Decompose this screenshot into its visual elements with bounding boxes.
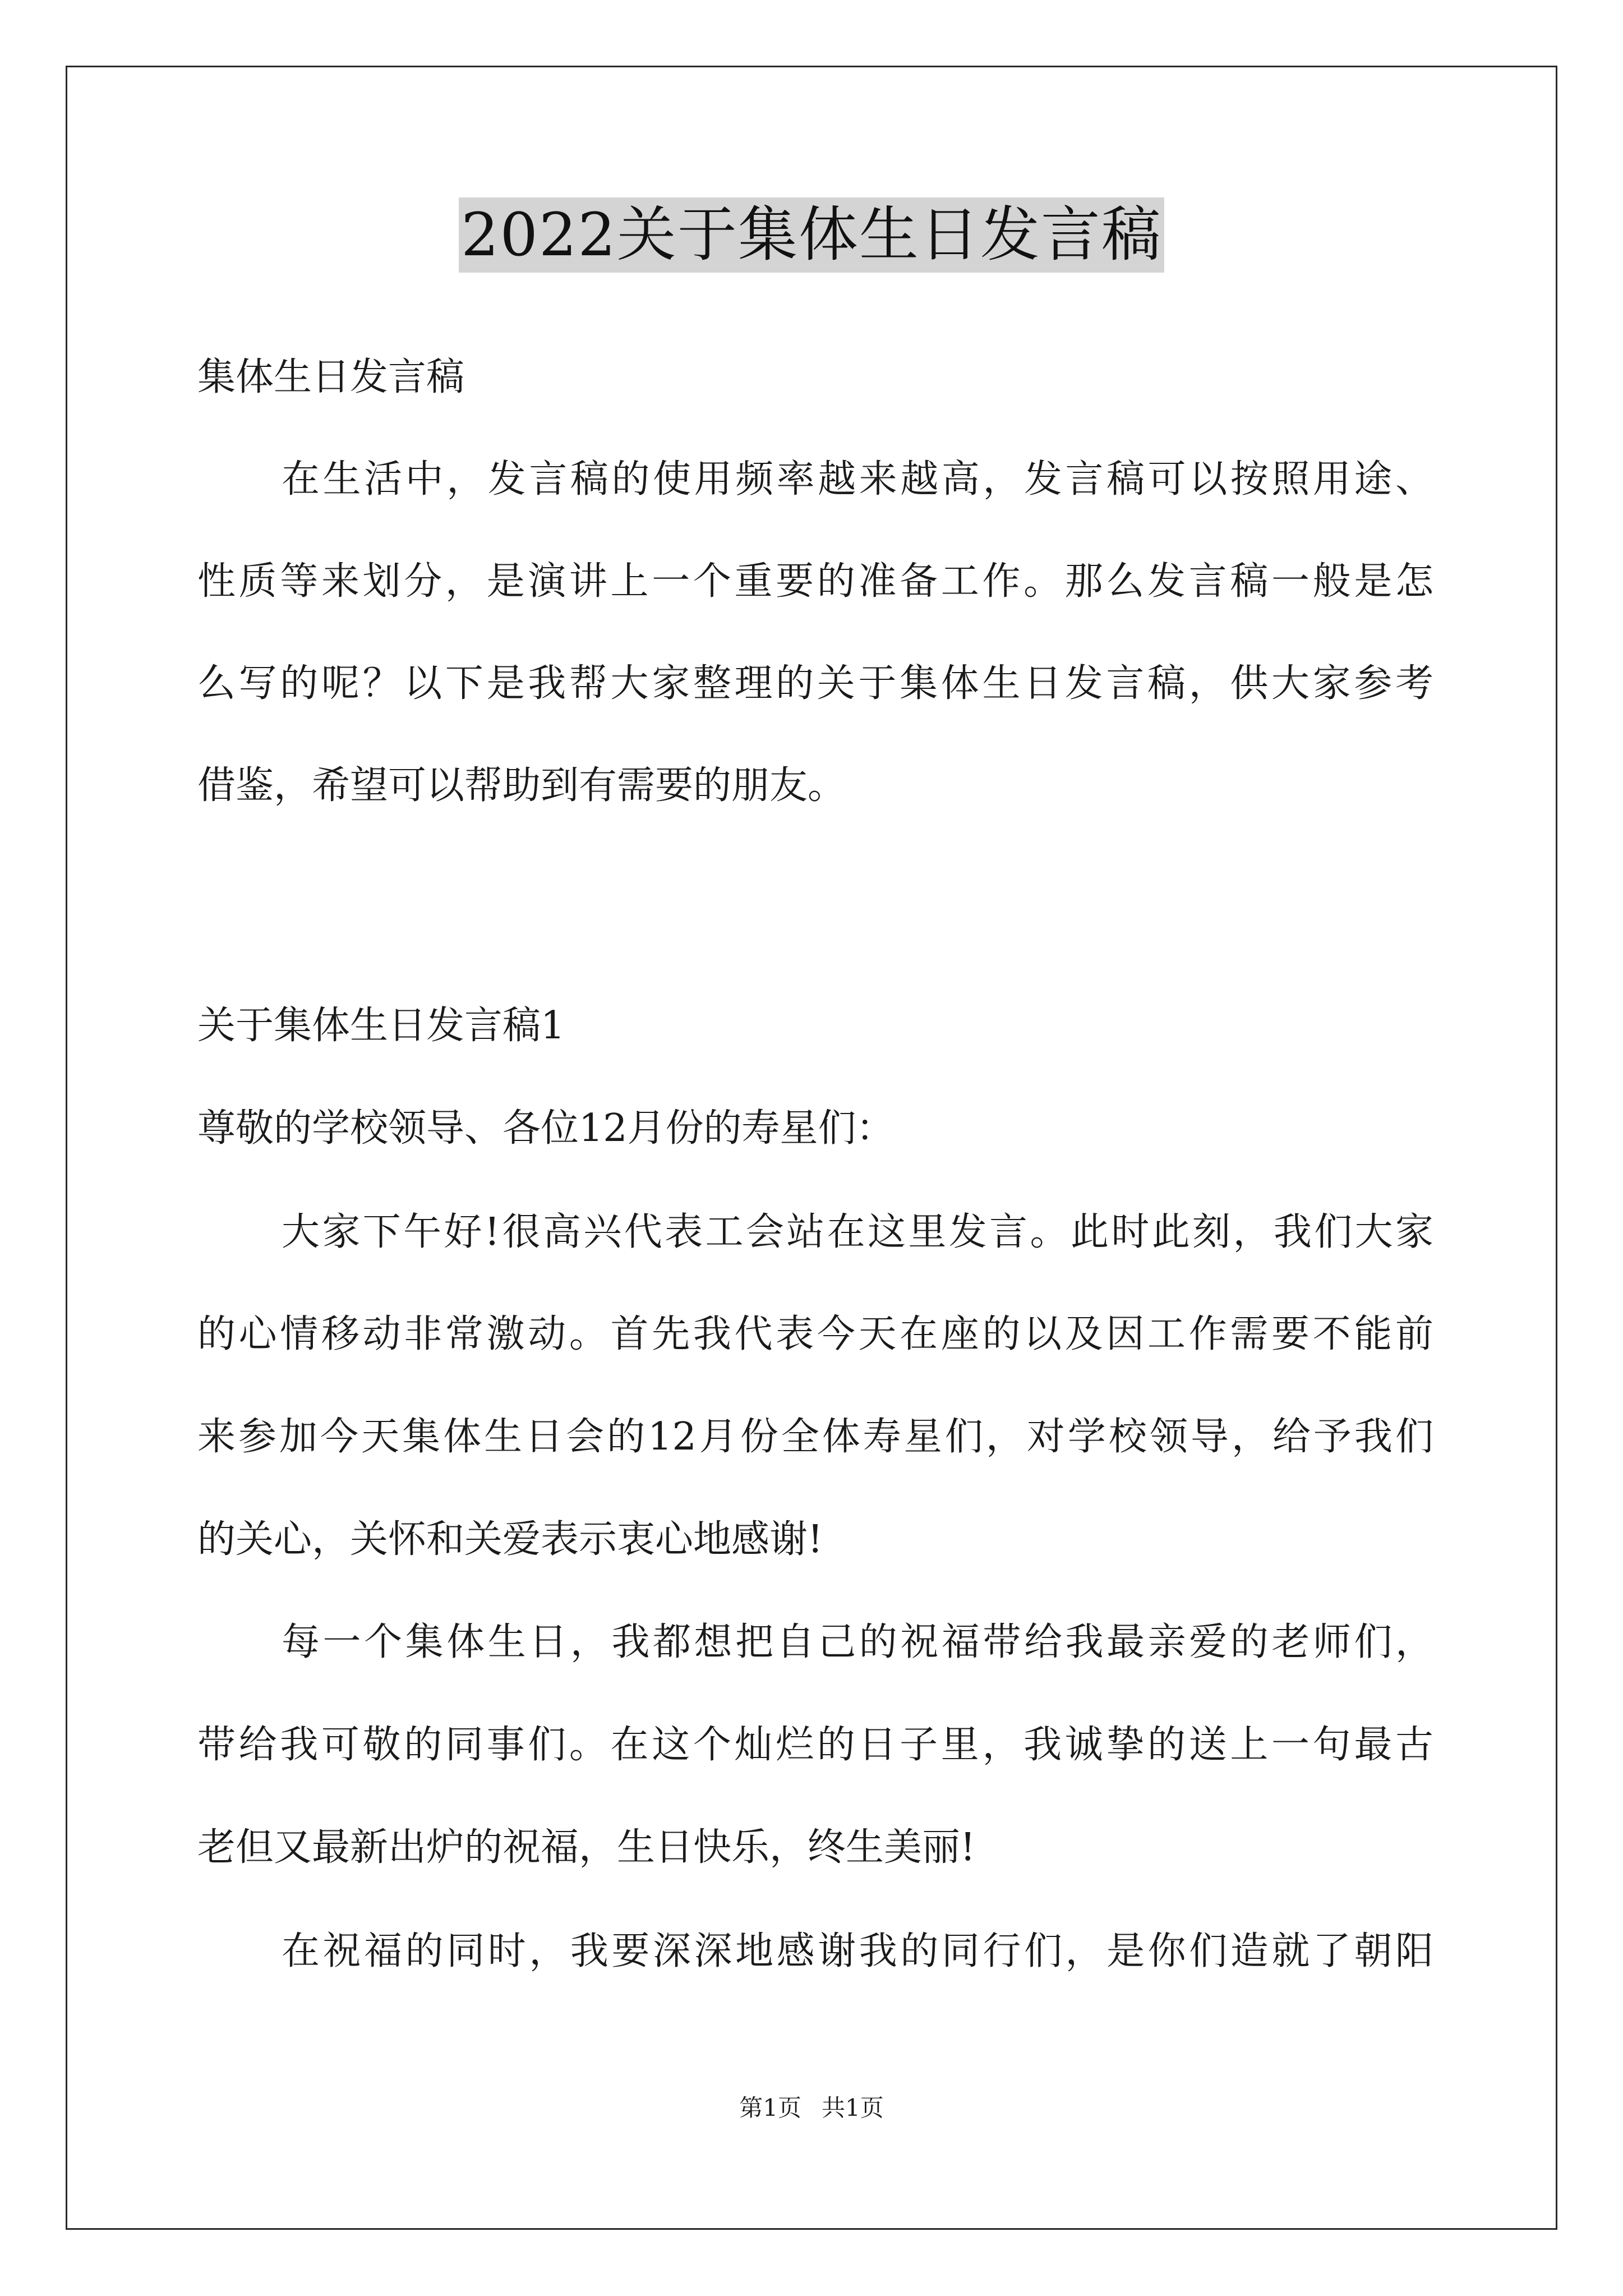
subtitle: 集体生日发言稿 xyxy=(197,355,465,399)
paragraph-line: 大家下午好!很高兴代表工会站在这里发言。此时此刻，我们大家 xyxy=(282,1210,1433,1254)
page-total: 共1页 xyxy=(822,2094,884,2122)
title-container xyxy=(0,197,1623,273)
section-heading: 关于集体生日发言稿1 xyxy=(197,1004,565,1048)
paragraph-line: 来参加今天集体生日会的12月份全体寿星们，对学校领导，给予我们 xyxy=(197,1415,1433,1459)
intro-line: 么写的呢？以下是我帮大家整理的关于集体生日发言稿，供大家参考 xyxy=(197,661,1433,706)
paragraph-line: 每一个集体生日，我都想把自己的祝福带给我最亲爱的老师们， xyxy=(282,1620,1433,1664)
paragraph-line: 在祝福的同时，我要深深地感谢我的同行们，是你们造就了朝阳 xyxy=(282,1929,1433,1973)
salutation: 尊敬的学校领导、各位12月份的寿星们： xyxy=(197,1106,895,1151)
paragraph-line: 的心情移动非常激动。首先我代表今天在座的以及因工作需要不能前 xyxy=(197,1312,1433,1356)
page-number: 第1页 xyxy=(739,2094,801,2122)
paragraph-line: 老但又最新出炉的祝福，生日快乐，终生美丽! xyxy=(197,1825,976,1870)
page-footer xyxy=(0,2091,1623,2125)
intro-line: 在生活中，发言稿的使用频率越来越高，发言稿可以按照用途、 xyxy=(282,457,1433,501)
paragraph-line: 的关心，关怀和关爱表示衷心地感谢! xyxy=(197,1517,823,1562)
paragraph-line: 带给我可敬的同事们。在这个灿烂的日子里，我诚挚的送上一句最古 xyxy=(197,1723,1433,1767)
intro-line: 借鉴，希望可以帮助到有需要的朋友。 xyxy=(197,763,846,808)
intro-line: 性质等来划分，是演讲上一个重要的准备工作。那么发言稿一般是怎 xyxy=(197,559,1433,604)
document-title: 2022关于集体生日发言稿 xyxy=(459,197,1164,273)
